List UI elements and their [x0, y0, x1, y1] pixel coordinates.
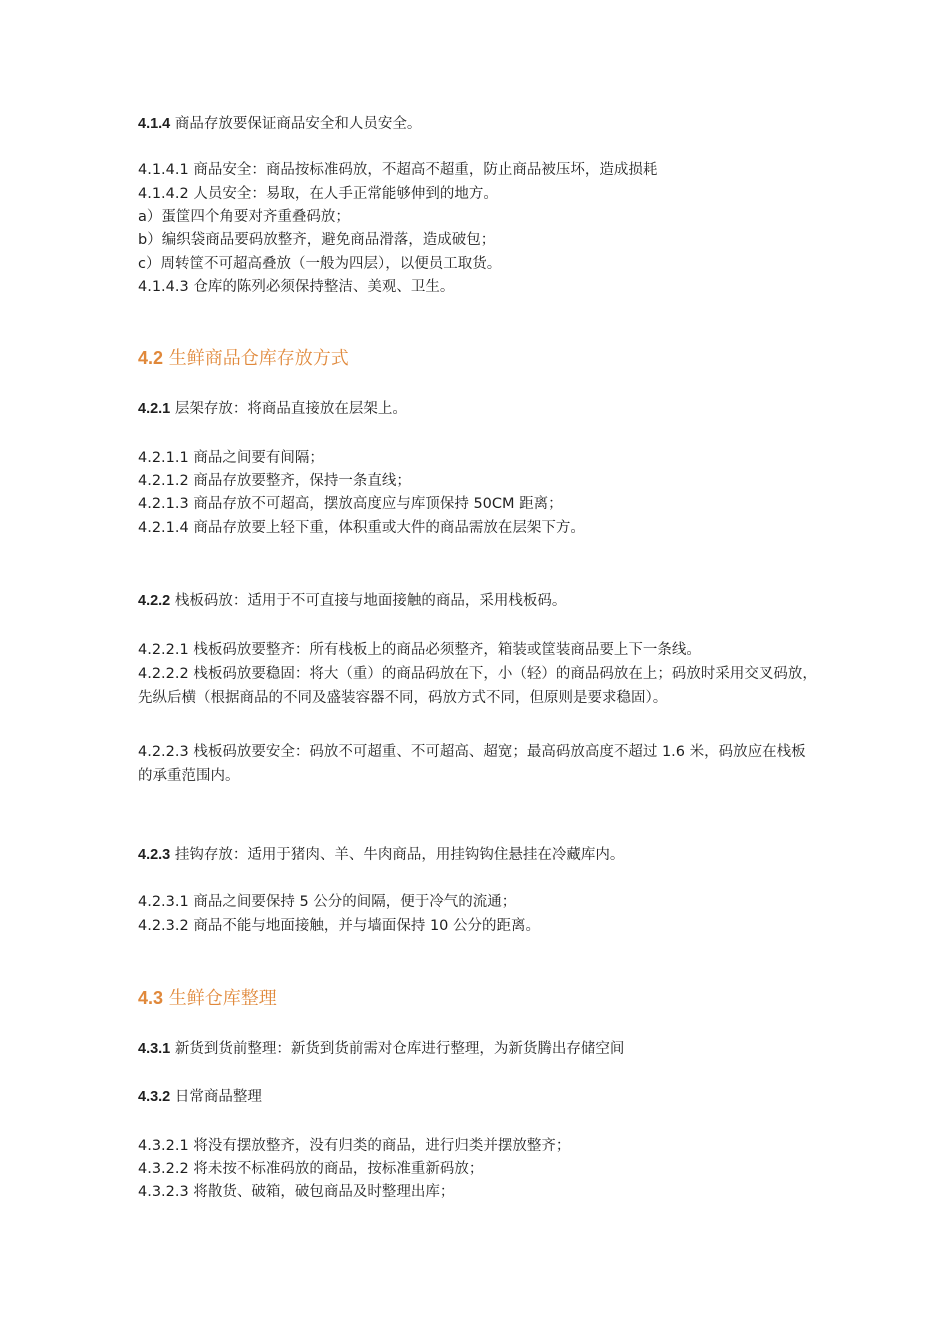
heading-4-3-1: [138, 1037, 818, 1061]
section-number: 4.2.3: [138, 847, 171, 863]
heading-text: 新货到货前整理：新货到货前需对仓库进行整理，为新货腾出存储空间: [170, 1041, 625, 1057]
section-title: 生鲜商品仓库存放方式: [163, 348, 349, 369]
heading-text: 栈板码放：适用于不可直接与地面接触的商品，采用栈板码。: [170, 593, 567, 609]
list-item: 4.2.1.4 商品存放要上轻下重，体积重或大件的商品需放在层架下方。: [138, 520, 585, 536]
section-number: 4.2.1: [138, 401, 171, 417]
paragraph: 4.2.2.1 栈板码放要整齐：所有栈板上的商品必须整齐，箱装或筐装商品要上下一条线。: [138, 642, 701, 658]
heading-4-1-4: [138, 112, 818, 136]
heading-text: 层架存放：将商品直接放在层架上。: [170, 401, 407, 417]
heading-4-2-2: [138, 589, 818, 613]
heading-4-2-3: [138, 843, 818, 867]
list-item: 4.2.1.1 商品之间要有间隔；: [138, 450, 324, 466]
section-number: 4.1.4: [138, 116, 171, 132]
heading-4-3-2: [138, 1085, 818, 1109]
section-heading-4-3: [138, 985, 818, 1012]
list-item: 4.2.3.1 商品之间要保持 5 公分的间隔，便于冷气的流通；: [138, 894, 517, 910]
paragraph: 4.2.2.3 栈板码放要安全：码放不可超重、不可超高、超宽；最高码放高度不超过 1.6 米，码放应在栈板的承重范围内。: [138, 744, 806, 784]
list-item: b）编织袋商品要码放整齐，避免商品滑落，造成破包；: [138, 232, 496, 248]
paragraph: 4.2.2.2 栈板码放要稳固：将大（重）的商品码放在下，小（轻）的商品码放在上；码放时采用交叉码放，先纵后横（根据商品的不同及盛装容器不同，码放方式不同，但原则是要求稳固）。: [138, 666, 817, 706]
heading-text: 商品存放要保证商品安全和人员安全。: [170, 116, 422, 132]
list-item: 4.3.2.1 将没有摆放整齐，没有归类的商品，进行归类并摆放整齐；: [138, 1138, 571, 1154]
heading-text: 挂钩存放：适用于猪肉、羊、牛肉商品，用挂钩钩住悬挂在冷藏库内。: [170, 847, 625, 863]
list-item: c）周转筐不可超高叠放（一般为四层），以便员工取货。: [138, 256, 502, 272]
heading-text: 日常商品整理: [170, 1089, 262, 1105]
list-item: a）蛋筐四个角要对齐重叠码放；: [138, 209, 350, 225]
section-number: 4.2.2: [138, 593, 171, 609]
list-item: 4.2.1.3 商品存放不可超高，摆放高度应与库顶保持 50CM 距离；: [138, 496, 563, 512]
list-item: 4.3.2.2 将未按不标准码放的商品，按标准重新码放；: [138, 1161, 484, 1177]
section-title: 生鲜仓库整理: [163, 988, 277, 1009]
section-number: 4.3.2: [138, 1089, 171, 1105]
section-heading-4-2: [138, 345, 818, 372]
list-item: 4.2.1.2 商品存放要整齐，保持一条直线；: [138, 473, 411, 489]
list-item: 4.1.4.1 商品安全：商品按标准码放，不超高不超重，防止商品被压坏，造成损耗: [138, 162, 658, 178]
list-item: 4.1.4.2 人员安全：易取，在人手正常能够伸到的地方。: [138, 186, 498, 202]
section-number: 4.2: [138, 348, 164, 368]
list-item: 4.3.2.3 将散货、破箱，破包商品及时整理出库；: [138, 1184, 455, 1200]
list-item: 4.1.4.3 仓库的陈列必须保持整洁、美观、卫生。: [138, 279, 455, 295]
heading-4-2-1: [138, 397, 818, 421]
section-number: 4.3: [138, 988, 164, 1008]
list-item: 4.2.3.2 商品不能与地面接触，并与墙面保持 10 公分的距离。: [138, 918, 541, 934]
section-number: 4.3.1: [138, 1041, 171, 1057]
